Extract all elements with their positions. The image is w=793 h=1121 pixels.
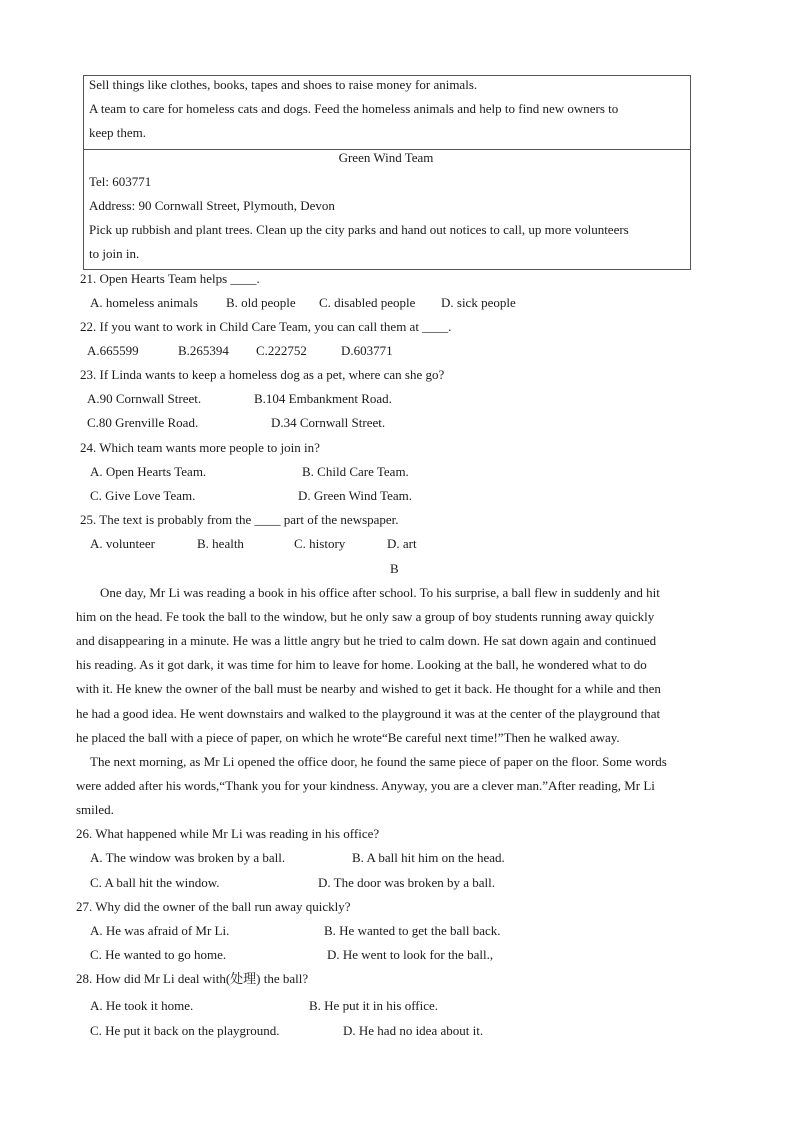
option-b: B. old people xyxy=(226,295,296,310)
option-c: C. history xyxy=(294,536,346,551)
passage-line: with it. He knew the owner of the ball must be nearby and wished to get it back. He thought for a while and then xyxy=(76,681,661,696)
passage-line: were added after his words,“Thank you for your kindness. Anyway, you are a clever man.”After reading, Mr Li xyxy=(76,778,655,793)
passage-line: smiled. xyxy=(76,802,114,817)
option-a: A. volunteer xyxy=(90,536,155,551)
question-23: 23. If Linda wants to keep a homeless dog as a pet, where can she go? xyxy=(80,367,445,382)
option-c: C.80 Grenville Road. xyxy=(87,415,199,430)
option-a: A. homeless animals xyxy=(90,295,198,310)
option-c: C. A ball hit the window. xyxy=(90,875,220,890)
question-21: 21. Open Hearts Team helps ____. xyxy=(80,271,260,286)
option-c: C.222752 xyxy=(256,343,307,358)
option-c: C. Give Love Team. xyxy=(90,488,196,503)
option-d: D. art xyxy=(387,536,417,551)
option-a: A. The window was broken by a ball. xyxy=(90,850,286,865)
passage-line: The next morning, as Mr Li opened the office door, he found the same piece of paper on the floor. Some words xyxy=(90,754,667,769)
question-26: 26. What happened while Mr Li was reading in his office? xyxy=(76,826,380,841)
table-text: keep them. xyxy=(89,125,147,140)
table-text: A team to care for homeless cats and dogs. Feed the homeless animals and help to find new owners to xyxy=(89,101,619,116)
question-27: 27. Why did the owner of the ball run away quickly? xyxy=(76,899,351,914)
option-a: A.665599 xyxy=(87,343,139,358)
option-d: D. sick people xyxy=(441,295,516,310)
option-d: D. He went to look for the ball., xyxy=(327,947,494,962)
passage-line: he placed the ball with a piece of paper, on which he wrote“Be careful next time!”Then he walked away. xyxy=(76,730,620,745)
option-c: C. disabled people xyxy=(319,295,416,310)
option-d: D.603771 xyxy=(341,343,393,358)
team-tel: Tel: 603771 xyxy=(89,174,152,189)
option-c: C. He wanted to go home. xyxy=(90,947,227,962)
option-a: A. He took it home. xyxy=(90,998,194,1013)
passage-line: him on the head. Fe took the ball to the window, but he only saw a group of boy students running away quickly xyxy=(76,609,655,624)
option-d: D. He had no idea about it. xyxy=(343,1023,484,1038)
option-b: B.104 Embankment Road. xyxy=(254,391,392,406)
option-b: B. health xyxy=(197,536,244,551)
option-b: B. A ball hit him on the head. xyxy=(352,850,505,865)
option-d: D.34 Cornwall Street. xyxy=(271,415,386,430)
option-b: B. He put it in his office. xyxy=(309,998,439,1013)
team-description: to join in. xyxy=(89,246,140,261)
question-28: 28. How did Mr Li deal with(处理) the ball? xyxy=(76,971,309,986)
option-a: A. Open Hearts Team. xyxy=(90,464,207,479)
team-address: Address: 90 Cornwall Street, Plymouth, Devon xyxy=(89,198,335,213)
question-22: 22. If you want to work in Child Care Team, you can call them at ____. xyxy=(80,319,452,334)
table-text: Sell things like clothes, books, tapes and shoes to raise money for animals. xyxy=(89,77,478,92)
team-name: Green Wind Team xyxy=(338,150,434,165)
option-d: D. The door was broken by a ball. xyxy=(318,875,496,890)
section-heading: B xyxy=(390,561,399,576)
passage-line: One day, Mr Li was reading a book in his office after school. To his surprise, a ball flew in suddenly and hit xyxy=(100,585,660,600)
question-24: 24. Which team wants more people to join in? xyxy=(80,440,320,455)
passage-line: he had a good idea. He went downstairs and walked to the playground it was at the center of the playground that xyxy=(76,706,661,721)
passage-line: his reading. As it got dark, it was time for him to leave for home. Looking at the ball, he wondered what to do xyxy=(76,657,647,672)
option-b: B.265394 xyxy=(178,343,229,358)
option-b: B. He wanted to get the ball back. xyxy=(324,923,501,938)
option-c: C. He put it back on the playground. xyxy=(90,1023,280,1038)
option-d: D. Green Wind Team. xyxy=(298,488,412,503)
option-a: A.90 Cornwall Street. xyxy=(87,391,202,406)
team-description: Pick up rubbish and plant trees. Clean up the city parks and hand out notices to call, up more volunteers xyxy=(89,222,629,237)
option-a: A. He was afraid of Mr Li. xyxy=(90,923,230,938)
option-b: B. Child Care Team. xyxy=(302,464,409,479)
passage-line: and disappearing in a minute. He was a little angry but he tried to calm down. He sat down again and continued xyxy=(76,633,657,648)
question-25: 25. The text is probably from the ____ part of the newspaper. xyxy=(80,512,399,527)
